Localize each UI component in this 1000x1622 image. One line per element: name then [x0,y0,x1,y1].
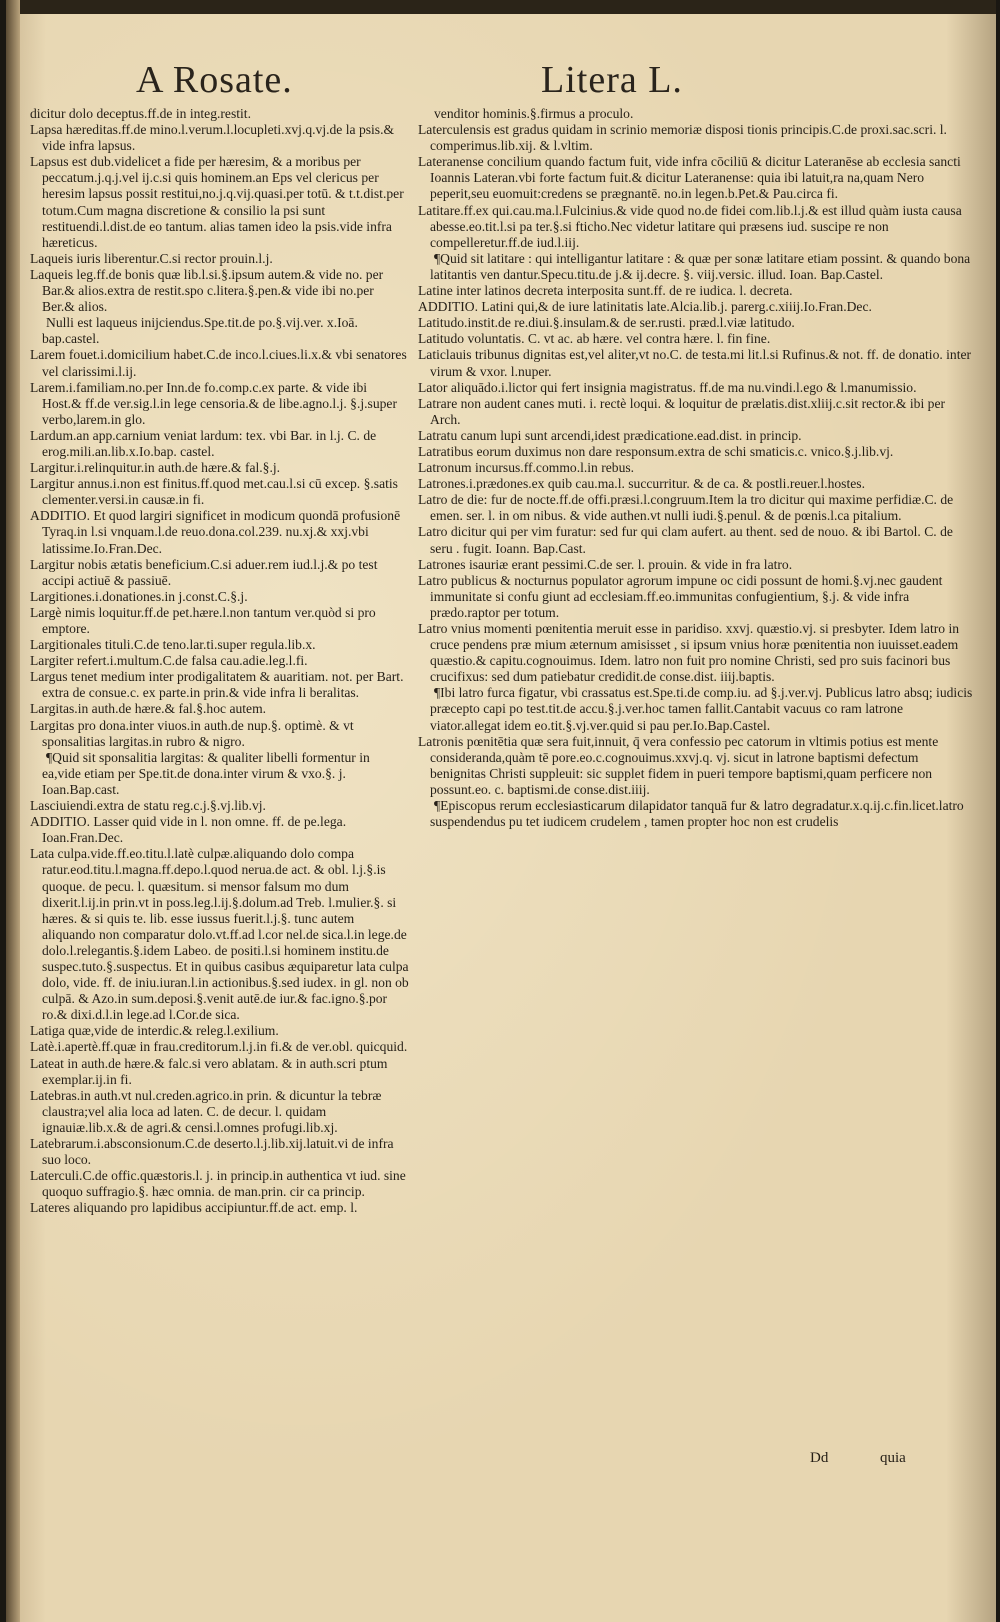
entry: Largitur.i.relinquitur.in auth.de hære.& fal.§.j. [30,460,281,476]
entry: Latebrarum.i.absconsionum.C.de deserto.l.j.lib.xij.latuit.vi de infra suo loco. [30,1136,394,1168]
book-page [6,0,996,1622]
entry: Latrones isauriæ erant pessimi.C.de ser. l. prouin. & vide in fra latro. [418,556,793,572]
entry: Lateres aliquando pro lapidibus accipiuntur.ff.de act. emp. l. [30,1200,358,1216]
entry: Lateranense concilium quando factum fuit, vide infra cōciliū & dicitur Lateranēse ab ecclesia sancti Ioannis Lateran.vbi forte factum fuit.& dicitur Lateranense: quia ibi latuit,ra na,quam Nero peperit,seu euomuit:credens se prægnantē. no.in legen.b.Pet.& Pau.circa fi. [418,154,961,202]
entry: ¶Quid sit sponsalitia largitas: & qualiter libelli formentur in ea,vide etiam per Spe.tit.de dona.inter virum & vxo.§. j. Ioan.Bap.cast. [42,749,370,797]
entry: Largè nimis loquitur.ff.de pet.hære.l.non tantum ver.quòd si pro emptore. [30,604,376,636]
entry: Latratibus eorum duximus non dare responsum.extra de schi smaticis.c. vnico.§.j.lib.vj. [418,443,894,459]
catchword: quia [880,1450,906,1466]
signature-mark: Dd [810,1450,829,1466]
entry: Laqueis leg.ff.de bonis quæ lib.l.si.§.ipsum autem.& vide no. per Bar.& alios.extra de restit.spo c.litera.§.pen.& vide ibi no.per Ber.& alios. [30,266,384,315]
entry: Largitur nobis ætatis beneficium.C.si aduer.rem iud.l.j.& po test accipi actiuē & passiuē. [30,556,378,588]
entry: Lasciuiendi.extra de statu reg.c.j.§.vj.lib.vj. [30,798,266,814]
additio-entry: ADDITIO. Et quod largiri significet in modicum quondā profusionē Tyraq.in l.si vnquam.l.de reuo.dona.col.239. nu.xj.& xxj.vbi latissime.Io.Fran.Dec. [30,508,401,556]
entry: Laterculensis est gradus quidam in scrinio memoriæ disposi tionis principis.C.de proxi.sac.scri. l. comperimus.lib.xij. & l.vltim. [418,122,947,154]
entry: Latro de die: fur de nocte.ff.de offi.præsi.l.congruum.Item la tro dicitur qui maxime perfidiæ.C. de emen. ser. l. in om nibus. & vide authen.vt nulli iudi.§.penul. & de pœnis.l.ca pitalium. [418,492,954,524]
entry: Latitudo.instit.de re.diui.§.insulam.& de ser.rusti. præd.l.viæ latitudo. [418,315,795,331]
entry: Latro dicitur qui per vim furatur: sed fur qui clam aufert. au thent. sed de nouo. & ibi Bartol. C. de seru . fugit. Ioann. Bap.Cast. [418,524,953,556]
entry: Latitudo voluntatis. C. vt ac. ab hære. vel contra hære. l. fin fine. [418,331,771,347]
right-column [418,106,974,830]
entry: Lateat in auth.de hære.& falc.si vero ablatam. & in auth.scri ptum exemplar.ij.in fi. [30,1055,388,1087]
page-gutter [6,0,20,1622]
entry: ¶Quid sit latitare : qui intelligantur latitare : & quæ per sonæ latitare etiam possint. & quando bona latitantis ven dantur.Specu.titu.de j.& ij.decre. §. viij.versic. illud. Ioan. Bap.Castel. [430,250,971,282]
entry: Latiga quæ,vide de interdic.& releg.l.exilium. [30,1023,279,1039]
entry: venditor hominis.§.firmus a proculo. [434,106,634,121]
page-top-edge [6,0,996,14]
left-column [30,106,410,1216]
entry: Latronis pœnitētia quæ sera fuit,innuit, q̄ vera confessio pec catorum in vltimis potius est mente consideranda,quàm tē pore.eo.c.cognouimus.xxvj.q. vj. sicut in latrone baptismi defectum benignitas Christi suppleuit: sic supplet fidem in pueri tempore baptismi,quam perficere non possunt.eo. c. baptismi.de conse.dist.iiij. [418,733,939,797]
entry: Largitas.in auth.de hære.& fal.§.hoc autem. [30,701,267,717]
entry: Laticlauis tribunus dignitas est,vel aliter,vt no.C. de testa.mi lit.l.si Rufinus.& not. ff. de donatio. inter virum & vxor. l.nuper. [418,347,972,379]
entry: Lapsus est dub.videlicet a fide per hæresim, & a moribus per peccatum.j.q.j.vel ij.c.si quis hominem.an Eps vel clericus per heresim lapsus possit restitui,no.j.q.vij.quasi.per totū. & t.t.dist.per totum.Cum magna discretione & consilio la psi sunt restituendi.l.dist.de eo tantum. alias tamen ideo la psis.vide infra hæreticus. [30,154,404,250]
entry: Largiter refert.i.multum.C.de falsa cau.adie.leg.l.fi. [30,653,308,669]
entry: Lardum.an app.carnium veniat lardum: tex. vbi Bar. in l.j. C. de erog.mili.an.lib.x.Io.bap. castel. [30,427,377,459]
running-head-right: Litera L. [541,59,683,101]
entry: Latè.i.apertè.ff.quæ in frau.creditorum.l.j.in fi.& de ver.obl. quicquid. [30,1039,408,1055]
entry: Laterculi.C.de offic.quæstoris.l. j. in princip.in authentica vt iud. sine quoquo suffragio.§. hæc omnia. de man.prin. cir ca princip. [30,1168,406,1200]
entry: Largitiones.i.donationes.in j.const.C.§.j. [30,588,248,604]
entry: Lator aliquādo.i.lictor qui fert insignia magistratus. ff.de ma nu.vindi.l.ego & l.manumissio. [418,379,917,395]
entry: Largitionales tituli.C.de teno.lar.ti.super regula.lib.x. [30,637,316,653]
entry: Latronum incursus.ff.commo.l.in rebus. [418,460,635,476]
entry: Latine inter latinos decreta interposita sunt.ff. de re iudica. l. decreta. [418,283,793,299]
entry: Largitas pro dona.inter viuos.in auth.de nup.§. optimè. & vt sponsalitias largitas.in rubro & nigro. [30,717,354,749]
entry: Lata culpa.vide.ff.eo.titu.l.latè culpæ.aliquando dolo compa ratur.eod.titu.l.magna.ff.depo.l.quod nerua.de act. & obl. l.j.§.is quoque. de pecu. l. quæsitum. si mensor falsum mo dum dixerit.l.ij.in prin.vt in poss.leg.l.ij.§.dolum.ad Treb. l.mulier.§. si hæres. & si quis te. lib. esse iussus fuerit.l.j.§. tunc autem aliquando non comparatur dolo.vt.ff.ad l.cor nel.de sica.l.in lege.de dolo.l.relegantis.§.idem Labeo. de positi.l.si hominem institu.de suspec.tuto.§.suspectus. Et in quibus casibus æquiparetur lata culpa dolo, vide. ff. de iniu.iuran.l.in actionibus.§.sed iudex. in gl. non ob culpā. & Azo.in sum.deposi.§.venit autē.de iur.& fac.igno.§.por ro.& dixi.d.l.in lege.ad l.Cor.de sica. [30,846,409,1023]
entry: Largus tenet medium inter prodigalitatem & auaritiam. not. per Bart. extra de consue.c. ex parte.in prin.& vide infra li beralitas. [30,669,404,701]
entry: Latrare non audent canes muti. i. rectè loqui. & loquitur de prælatis.dist.xliij.c.sit rector.& ibi per Arch. [418,395,946,427]
entry: Lapsa hæreditas.ff.de mino.l.verum.l.locupleti.xvj.q.vj.de la psis.& vide infra lapsus. [30,122,395,154]
entry: Largitur annus.i.non est finitus.ff.quod met.cau.l.si cū excep. §.satis clementer.versi.in causæ.in fi. [30,476,398,508]
entry: Latro vnius momenti pœnitentia meruit esse in paridiso. xxvj. quæstio.vj. si presbyter. Idem latro in cruce pendens præ mium æternum amisisset , si ipsum vnius horæ pœnitentia non iuuisset.eadem quæstio.& capitu.cognouimus. Idem. latro non fuit pro nomine Christi, sed pro suis facinori bus crucifixus: sed dum patiebatur credidit.de conse.dist. iiij.baptis. [418,621,960,685]
additio-entry: ADDITIO. Lasser quid vide in l. non omne. ff. de pe.lega. Ioan.Fran.Dec. [30,814,347,846]
entry: Latrones.i.prædones.ex quib cau.ma.l. succurritur. & de ca. & postli.reuer.l.hostes. [418,476,865,492]
entry: ¶Ibi latro furca figatur, vbi crassatus est.Spe.ti.de comp.iu. ad §.j.ver.vj. Publicus latro absq; iudicis præcepto capi po test.tit.de accu.§.j.ver.hoc tamen fallit.Cantabit vacuus co ram latrone viator.allegat idem eo.tit.§.vj.ver.quid si pau per.Io.Bap.Castel. [430,685,973,733]
entry: Nulli est laqueus inijciendus.Spe.tit.de po.§.vij.ver. x.Ioā. bap.castel. [42,315,358,347]
entry: Latitare.ff.ex qui.cau.ma.l.Fulcinius.& vide quod no.de fidei com.lib.l.j.& est illud quàm iusta causa abesse.eo.tit.l.si pa ter.§.si fticho.Nec videtur latitare qui præsens iud. suscipe re non compelleretur.ff.de iud.l.iij. [418,202,962,250]
entry: Latratu canum lupi sunt arcendi,idest prædicatione.ead.dist. in princip. [418,427,802,443]
entry: Latro publicus & nocturnus populator agrorum impune oc cidi possunt de homi.§.vj.nec gaudent immunitate si confu giunt ad ecclesiam.ff.eo.immunitas confugientium, §.j. & vide infra prædo.raptor per totum. [418,572,943,620]
entry: Latebras.in auth.vt nul.creden.agrico.in prin. & dicuntur la tebræ claustra;vel alia loca ad laten. C. de decur. l. quidam ignauiæ.lib.x.& de agri.& censi.l.omnes profugi.lib.xj. [30,1087,382,1135]
running-head-left: A Rosate. [136,59,293,101]
additio-entry: ADDITIO. Latini qui,& de iure latinitatis late.Alcia.lib.j. parerg.c.xiiij.Io.Fran.Dec. [418,299,872,315]
entry: ¶Episcopus rerum ecclesiasticarum dilapidator tanquā fur & latro degradatur.x.q.ij.c.fin.licet.latro suspendendus pu tet iudicem crudelem , tamen propter hoc non est crudelis [430,798,964,830]
entry: Laqueis iuris liberentur.C.si rector prouin.l.j. [30,250,273,266]
entry: Larem.i.familiam.no.per Inn.de fo.comp.c.ex parte. & vide ibi Host.& ff.de ver.sig.l.in lege censoria.& de libe.agno.l.j. §.j.super verbo,larem.in glo. [30,379,397,427]
entry: dicitur dolo deceptus.ff.de in integ.restit. [30,106,251,121]
entry: Larem fouet.i.domicilium habet.C.de inco.l.ciues.li.x.& vbi senatores vel clarissimi.l.ij. [30,347,407,379]
